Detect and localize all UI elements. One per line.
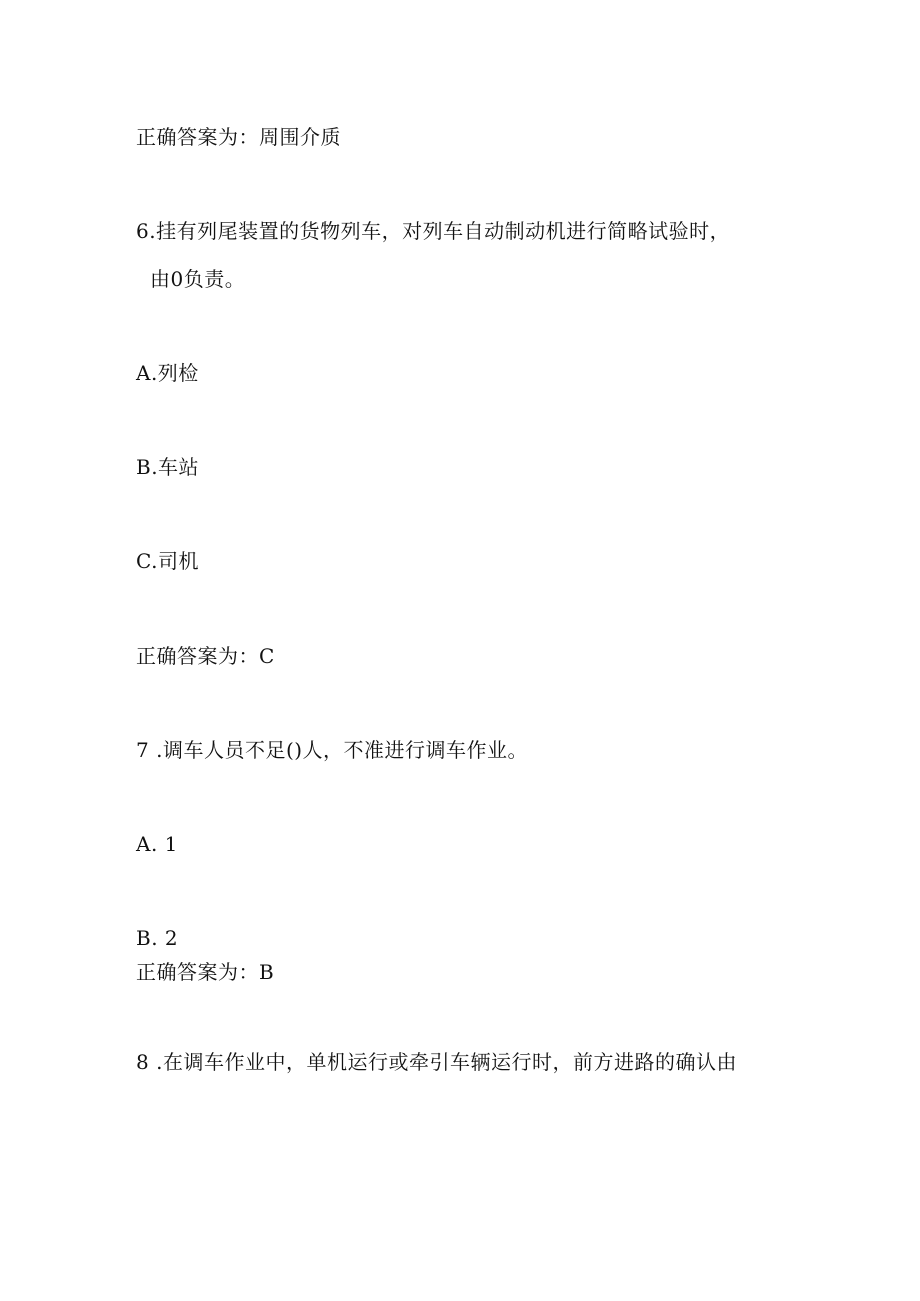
option-b-q7: B. 2: [136, 926, 179, 950]
question-6: 6.挂有列尾装置的货物列车，对列车自动制动机进行简略试验时，: [136, 219, 731, 243]
option-c-q6: C.司机: [136, 549, 199, 573]
option-b-q6: B.车站: [136, 455, 200, 479]
answer-q5: 正确答案为：周围介质: [136, 125, 341, 149]
question-6-continuation: 由0负责。: [150, 267, 246, 291]
option-a-q7: A. 1: [136, 832, 178, 856]
question-7: 7 .调车人员不足()人，不准进行调车作业。: [136, 738, 529, 762]
option-a-q6: A.列检: [136, 361, 199, 385]
question-8: 8 .在调车作业中，单机运行或牵引车辆运行时，前方进路的确认由: [136, 1050, 737, 1074]
answer-q6: 正确答案为：C: [136, 644, 275, 668]
answer-q7: 正确答案为：B: [136, 960, 275, 984]
